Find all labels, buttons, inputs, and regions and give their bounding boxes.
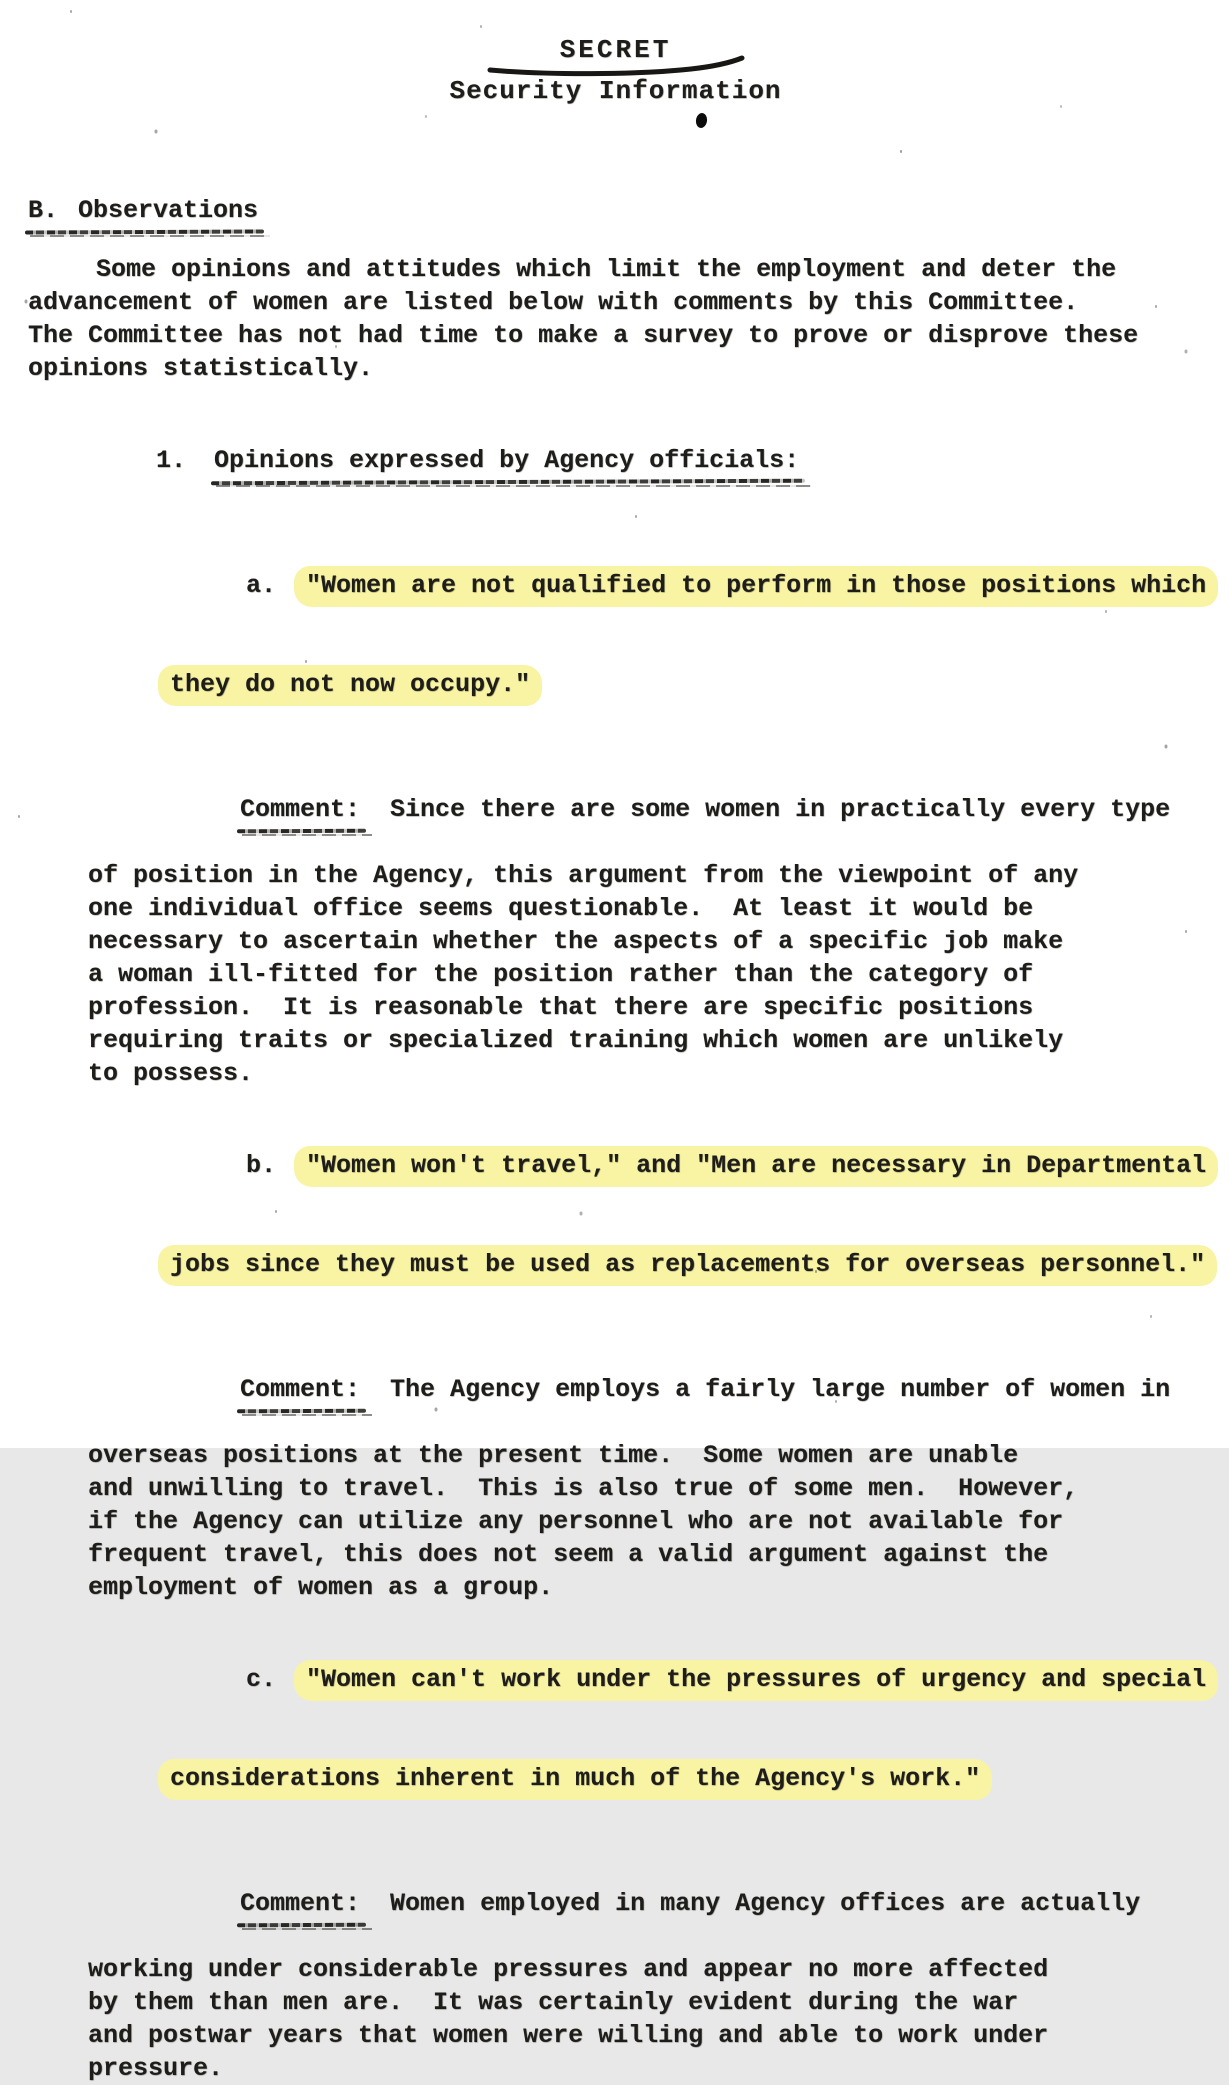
text-line: by them than men are. It was certainly evident during the war [88, 1988, 1019, 2017]
text-line: requiring traits or specialized training which women are unlikely [88, 1026, 1064, 1055]
highlighted-quote-text: they do not now occupy." [158, 665, 542, 706]
comment-first-line [28, 1854, 1203, 1953]
text-line: pressure. [88, 2054, 224, 2083]
document-header [28, 34, 1203, 108]
text-line: working under considerable pressures and appear no more affected [88, 1955, 1049, 1984]
comment-label: Comment: [240, 1375, 361, 1404]
list-number: 1. [156, 446, 187, 475]
highlighted-quote-text: considerations inherent in much of the Agency's work." [158, 1759, 992, 1800]
comment-paragraph-b [28, 1340, 1203, 1604]
quote-line [28, 635, 1203, 734]
opinion-item-a [28, 536, 1207, 734]
quote-line [28, 1215, 1206, 1314]
list-heading-title: Opinions expressed by Agency officials: [214, 446, 800, 475]
text-line: Some opinions and attitudes which limit the employment and deter the [96, 255, 1117, 284]
comment-text: The Agency employs a fairly large number of women in [360, 1375, 1171, 1404]
comment-first-line [28, 760, 1203, 859]
comment-first-line [28, 1340, 1203, 1439]
text-line: of position in the Agency, this argument from the viewpoint of any [88, 861, 1079, 890]
security-information-subtitle: Security Information [449, 76, 782, 106]
classification-label: SECRET [559, 35, 672, 65]
list-heading [28, 411, 1203, 510]
highlighted-quote-text: "Women can't work under the pressures of urgency and special [294, 1660, 1218, 1701]
opinion-item-c [28, 1630, 1207, 1828]
comment-label: Comment: [240, 1889, 361, 1918]
text-line: employment of women as a group. [88, 1573, 554, 1602]
text-line: a woman ill-fitted for the position rather than the category of [88, 960, 1034, 989]
text-line: and unwilling to travel. This is also true of some men. However, [88, 1474, 1079, 1503]
quote-line [28, 536, 1207, 635]
ink-dot [695, 112, 708, 128]
text-line: if the Agency can utilize any personnel who are not available for [88, 1507, 1064, 1536]
classification-underline-swoosh [486, 57, 746, 81]
text-line: to possess. [88, 1059, 254, 1088]
text-line: overseas positions at the present time. Some women are unable [88, 1441, 1019, 1470]
section-label: B. [28, 196, 59, 225]
quote-line [28, 1630, 1207, 1729]
text-line: and postwar years that women were willing and able to work under [88, 2021, 1049, 2050]
comment-paragraph-c [28, 1854, 1203, 2085]
intro-paragraph [28, 253, 1203, 385]
text-line: profession. It is reasonable that there are specific positions [88, 993, 1034, 1022]
highlighted-quote-text: jobs since they must be used as replacements for overseas personnel." [158, 1245, 1217, 1286]
quote-line [28, 1729, 1203, 1828]
item-label: b. [246, 1151, 277, 1180]
item-label: a. [246, 571, 277, 600]
highlighted-quote-text: "Women won't travel," and "Men are necessary in Departmental [294, 1146, 1218, 1187]
text-line: frequent travel, this does not seem a valid argument against the [88, 1540, 1049, 1569]
text-line: The Committee has not had time to make a survey to prove or disprove these [28, 321, 1139, 350]
quote-line [28, 1116, 1207, 1215]
text-line: necessary to ascertain whether the aspects of a specific job make [88, 927, 1064, 956]
item-label: c. [246, 1665, 277, 1694]
comment-label: Comment: [240, 795, 361, 824]
text-line: one individual office seems questionable. At least it would be [88, 894, 1034, 923]
text-line: advancement of women are listed below with comments by this Committee. [28, 288, 1079, 317]
opinion-item-b [28, 1116, 1207, 1314]
scan-noise-specks [70, 10, 72, 13]
classification-stamp [560, 34, 672, 67]
section-title: Observations [78, 196, 259, 225]
comment-text: Women employed in many Agency offices are actually [360, 1889, 1141, 1918]
comment-paragraph-a [28, 760, 1203, 1090]
comment-text: Since there are some women in practically every type [360, 795, 1171, 824]
section-heading-underlined [28, 194, 258, 227]
highlighted-quote-text: "Women are not qualified to perform in those positions which [294, 566, 1218, 607]
section-heading [28, 194, 1203, 227]
text-line: opinions statistically. [28, 354, 374, 383]
